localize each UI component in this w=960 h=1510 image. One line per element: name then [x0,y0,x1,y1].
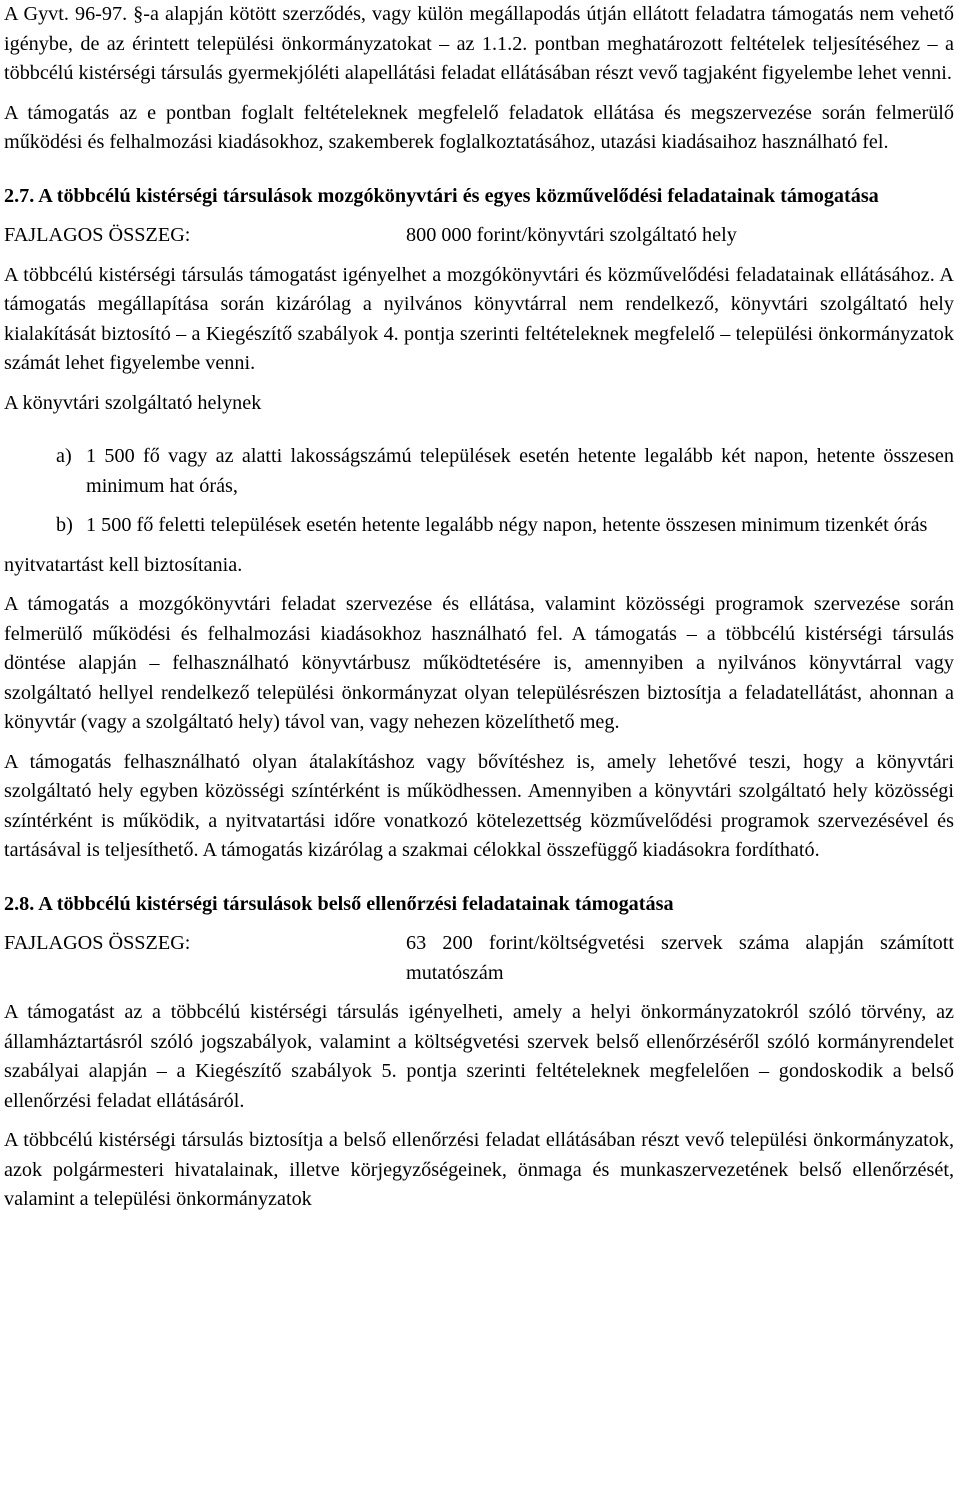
list-marker: b) [56,514,73,536]
list-item [56,442,954,501]
section-2-8 [4,890,954,1215]
section-2-7 [4,182,954,866]
list-item [56,511,954,541]
section-2-7-paragraph-3: nyitvatartást kell biztosítania. [4,553,243,576]
section-2-7-heading: 2.7. A többcélú kistérségi társulások mozgókönyvtári és egyes közművelődési feladatainak támogatása [4,184,879,207]
amount-value: 63 200 forint/költségvetési szervek száma alapján számított mutatószám [406,932,954,984]
list-marker: a) [56,445,72,467]
section-2-8-paragraph-1: A támogatást az a többcélú kistérségi társulás igényelheti, amely a helyi önkormányzatokról szóló törvény, az államháztartásról szóló jogszabályok, valamint a költségvetési szervek belső ellenőrzéséről szóló kormányrendelet szabályai alapján – a Kiegészítő szabályok 5. pontja szerinti feltételeknek megfelelően – gondoskodik a belső ellenőrzési feladat ellátásáról. [4,1001,954,1112]
section-2-7-paragraph-1: A többcélú kistérségi társulás támogatást igényelhet a mozgókönyvtári és közművelődési feladatainak ellátásához. A támogatás megállapítása során kizárólag a nyilvános könyvtárral nem rendelkező, könyvtári szolgáltató hely kialakítását biztosító – a Kiegészítő szabályok 4. pontja szerinti feltételeknek megfelelő – települési önkormányzatok számát lehet figyelembe venni. [4,263,954,374]
section-2-7-amount [4,221,954,251]
amount-label: FAJLAGOS ÖSSZEG: [4,932,191,954]
amount-value: 800 000 forint/könyvtári szolgáltató hely [406,224,737,246]
amount-label: FAJLAGOS ÖSSZEG: [4,224,191,246]
list-item-text: 1 500 fő feletti települések esetén hetente legalább négy napon, hetente összesen minimum tizenkét órás [86,514,928,536]
section-2-7-paragraph-2: A könyvtári szolgáltató helynek [4,391,262,414]
usage-paragraph: A támogatás az e pontban foglalt feltételeknek megfelelő feladatok ellátása és megszervezése során felmerülő működési és felhalmozási kiadásokhoz, szakemberek foglalkoztatásához, utazási kiadásaihoz használható fel. [4,101,954,153]
list-item-text: 1 500 fő vagy az alatti lakosságszámú települések esetén hetente legalább két napon, hetente összesen minimum hat órás, [86,445,954,497]
section-2-7-paragraph-4: A támogatás a mozgókönyvtári feladat szervezése és ellátása, valamint közösségi programok szervezése során felmerülő működési és felhalmozási kiadásokhoz használható fel. A támogatás – a többcélú kistérségi társulás döntése alapján – felhasználható könyvtárbusz működtetésére is, amennyiben a nyilvános könyvtárral vagy szolgáltató hellyel rendelkező települési önkormányzat olyan településrészen biztosítja a feladatellátást, ahonnan a könyvtár (vagy a szolgáltató hely) távol van, vagy nehezen közelíthető meg. [4,593,954,733]
section-2-7-paragraph-5: A támogatás felhasználható olyan átalakításhoz vagy bővítéshez is, amely lehetővé teszi, hogy a könyvtári szolgáltató hely egyben közösségi színtérként is működhessen. Amennyiben a könyvtári szolgáltató hely közösségi színtérként is működik, a nyitvatartási időre vonatkozó kötelezettség közművelődési programok szervezésével és tartásával is teljesíthető. A támogatás kizárólag a szakmai célokkal összefüggő kiadásokra fordítható. [4,750,954,861]
intro-paragraph: A Gyvt. 96-97. §-a alapján kötött szerződés, vagy külön megállapodás útján ellátott feladatra támogatás nem vehető igénybe, de az érintett települési önkormányzatokat – az 1.1.2. pontban meghatározott feltételek teljesítéséhez – a többcélú kistérségi társulás gyermekjóléti alapellátási feladat ellátásában részt vevő tagjaként figyelembe lehet venni. [4,3,954,84]
section-2-8-heading: 2.8. A többcélú kistérségi társulások belső ellenőrzési feladatainak támogatása [4,892,674,915]
section-2-8-amount [4,929,954,988]
section-2-8-paragraph-2: A többcélú kistérségi társulás biztosítja a belső ellenőrzési feladat ellátásában részt vevő települési önkormányzatok, azok polgármesteri hivatalainak, illetve körjegyzőségeinek, önmaga és munkaszervezetének belső ellenőrzését, valamint a települési önkormányzatok [4,1129,954,1210]
